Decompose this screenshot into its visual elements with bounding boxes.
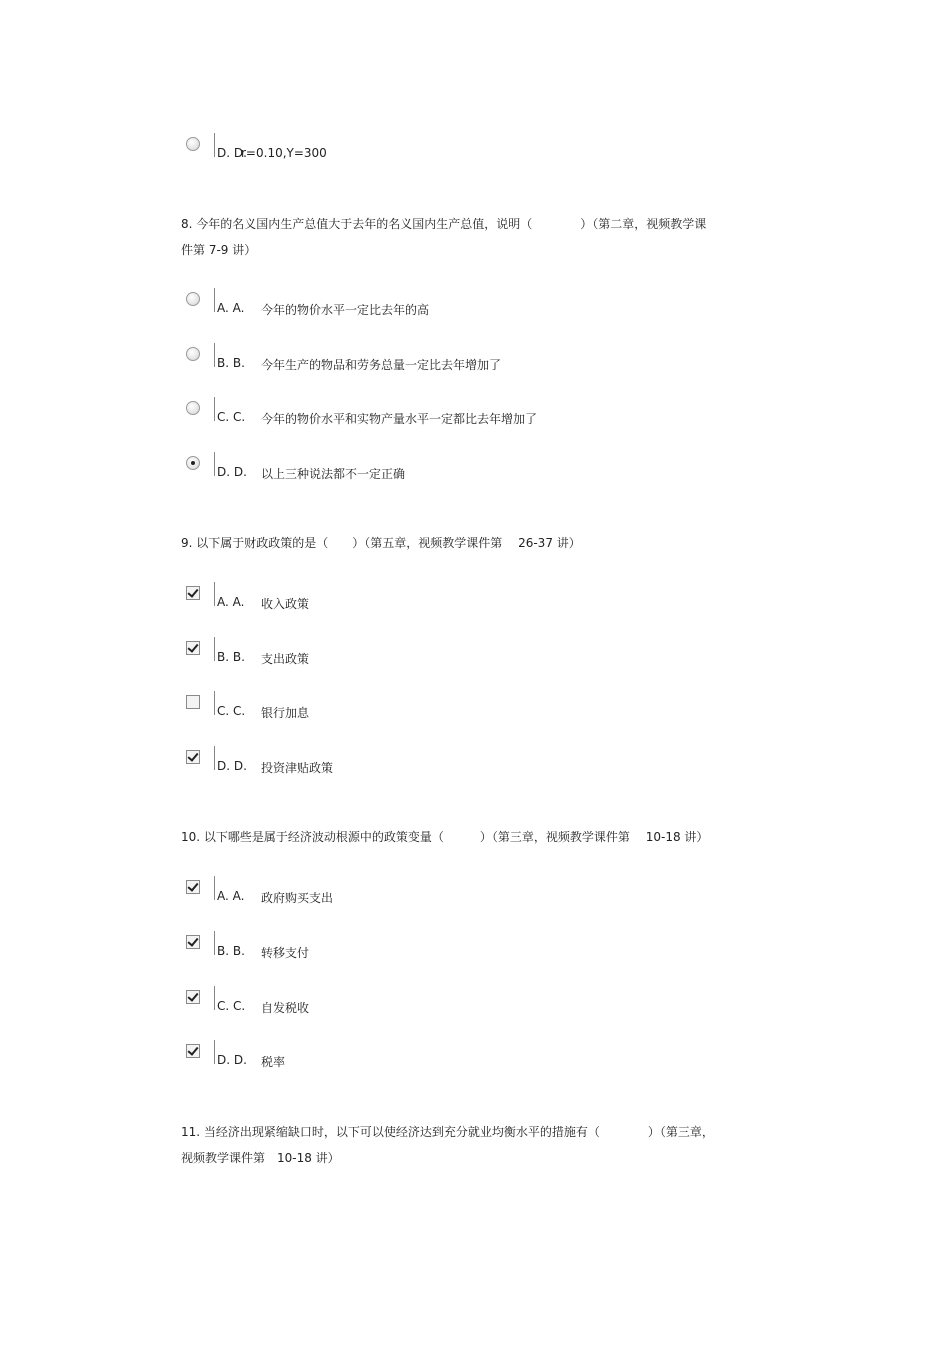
radio-button[interactable]: [186, 137, 200, 151]
option-letter: A. A.: [217, 595, 245, 609]
option-letter: C. C.: [217, 410, 246, 424]
q8-option-c[interactable]: [186, 401, 686, 431]
option-divider: [214, 133, 215, 157]
option-text: r=0.10,Y=300: [241, 146, 327, 160]
option-divider: [214, 637, 215, 661]
option-text: 投资津贴政策: [261, 761, 334, 775]
option-letter: A. A.: [217, 889, 245, 903]
radio-button-selected[interactable]: [186, 456, 200, 470]
option-text: 转移支付: [261, 946, 310, 960]
option-letter: D. D.: [217, 1053, 247, 1067]
q8-title-line1: 8. 今年的名义国内生产总值大于去年的名义国内生产总值，说明（ ）（第二章，视频教学课: [181, 217, 707, 231]
option-divider: [214, 1040, 215, 1064]
q8-option-a[interactable]: [186, 292, 686, 322]
q11-title-line1: 11. 当经济出现紧缩缺口时，以下可以使经济达到充分就业均衡水平的措施有（ ）（第三章，: [181, 1125, 714, 1139]
option-letter: B. B.: [217, 356, 245, 370]
radio-button[interactable]: [186, 347, 200, 361]
q11-title-line2: 视频教学课件第 10-18 讲）: [181, 1151, 340, 1165]
option-text: 今年的物价水平一定比去年的高: [261, 303, 430, 317]
option-letter: C. C.: [217, 999, 246, 1013]
checkbox-checked[interactable]: [186, 641, 200, 655]
checkbox-checked[interactable]: [186, 990, 200, 1004]
option-letter: B. B.: [217, 944, 245, 958]
q9-option-c[interactable]: [186, 695, 686, 725]
option-divider: [214, 931, 215, 955]
option-text: 收入政策: [261, 597, 310, 611]
checkbox[interactable]: [186, 695, 200, 709]
checkbox-checked[interactable]: [186, 586, 200, 600]
q10-option-d[interactable]: [186, 1044, 686, 1074]
q9-option-d[interactable]: [186, 750, 686, 780]
q9-option-b[interactable]: [186, 641, 686, 671]
option-divider: [214, 452, 215, 476]
q10-title: [181, 824, 761, 850]
checkbox-checked[interactable]: [186, 935, 200, 949]
option-divider: [214, 397, 215, 421]
option-letter: D. D.: [217, 465, 247, 479]
checkbox-checked[interactable]: [186, 880, 200, 894]
q10-option-a[interactable]: [186, 880, 686, 910]
q10-option-c[interactable]: [186, 990, 686, 1020]
radio-button[interactable]: [186, 292, 200, 306]
option-text: 自发税收: [261, 1001, 310, 1015]
q7-option-d[interactable]: [186, 137, 686, 167]
option-text: 以上三种说法都不一定正确: [261, 467, 406, 481]
checkbox-checked[interactable]: [186, 1044, 200, 1058]
q9-title-line1: 9. 以下属于财政政策的是（ ）（第五章，视频教学课件第 26-37 讲）: [181, 536, 581, 550]
option-divider: [214, 986, 215, 1010]
option-text: 支出政策: [261, 652, 310, 666]
option-letter: B. B.: [217, 650, 245, 664]
radio-button[interactable]: [186, 401, 200, 415]
q8-title-line2: 件第 7-9 讲）: [181, 243, 257, 257]
q10-option-b[interactable]: [186, 935, 686, 965]
option-text: 今年生产的物品和劳务总量一定比去年增加了: [261, 358, 502, 372]
option-letter: C. C.: [217, 704, 246, 718]
option-letter: A. A.: [217, 301, 245, 315]
option-divider: [214, 691, 215, 715]
q10-title-line1: 10. 以下哪些是属于经济波动根源中的政策变量（ ）（第三章，视频教学课件第 10-18 讲）: [181, 830, 709, 844]
option-divider: [214, 288, 215, 312]
q8-option-b[interactable]: [186, 347, 686, 377]
option-text: 银行加息: [261, 706, 310, 720]
option-divider: [214, 746, 215, 770]
q8-title: [181, 211, 761, 263]
option-divider: [214, 343, 215, 367]
option-divider: [214, 876, 215, 900]
option-text: 今年的物价水平和实物产量水平一定都比去年增加了: [261, 412, 538, 426]
option-divider: [214, 582, 215, 606]
option-letter: D. D.: [217, 759, 247, 773]
option-text: 政府购买支出: [261, 891, 334, 905]
q9-option-a[interactable]: [186, 586, 686, 616]
q11-title: [181, 1119, 761, 1171]
q9-title: [181, 530, 761, 556]
q8-option-d[interactable]: [186, 456, 686, 486]
checkbox-checked[interactable]: [186, 750, 200, 764]
option-letter: D. D.: [217, 146, 247, 160]
option-text: 税率: [261, 1055, 286, 1069]
